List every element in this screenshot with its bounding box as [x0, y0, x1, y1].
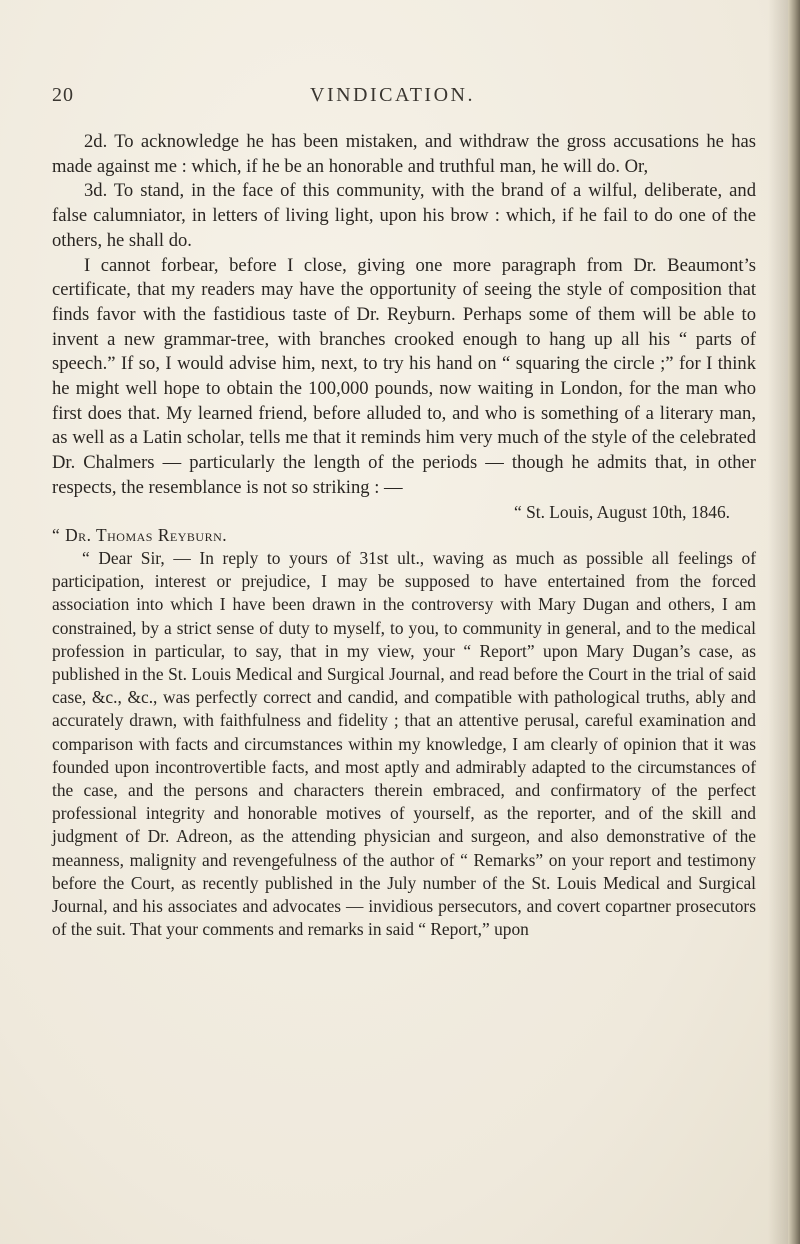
paragraph-2d: 2d. To acknowledge he has been mistaken, and withdraw the gross accusations he has made against me : which, if he be an honorable and truthful man, he will do. Or,: [52, 131, 756, 177]
running-title: VINDICATION.: [310, 84, 475, 106]
body-text: [52, 130, 756, 941]
page-header: [52, 84, 752, 114]
letter-dateline: “ St. Louis, August 10th, 1846.: [514, 501, 730, 522]
letter-body: “ Dear Sir, — In reply to yours of 31st ult., waving as much as possible all feelings of participation, interest or prejudice, I may be supposed to have entertained from the forced association into which I have been drawn in the controversy with Mary Dugan and others, I am constrained, by a strict sense of duty to myself, to you, to community in general, and to the medical profession in particular, to say, that in my view, your “ Report” upon Mary Dugan’s case, as published in the St. Louis Medical and Surgical Journal, and read before the Court in the trial of said case, &c., &c., was perfectly correct and candid, and compatible with pathological truths, ably and accurately drawn, with faithfulness and fidelity ; that an attentive perusal, careful examination and comparison with facts and circumstances within my knowledge, I am clearly of opinion that it was founded upon incontrovertible facts, and most aptly and admirably adapted to the circumstances of the case, and the persons and characters therein embraced, and confirmatory of the perfect professional integrity and honorable motives of yourself, as the reporter, and of the skill and judgment of Dr. Adreon, as the attending physician and surgeon, and also demonstrative of the meanness, malignity and revengefulness of the author of “ Remarks” on your report and testimony before the Court, as recently published in the July number of the St. Louis Medical and Surgical Journal, and his associates and advocates — invidious persecutors, and covert copartner prosecutors of the suit. That your comments and remarks in said “ Report,” upon: [52, 547, 756, 940]
paragraph-3d: 3d. To stand, in the face of this community, with the brand of a wilful, deliberate, and false calumniator, in letters of living light, upon his brow : which, if he fail to do one of the others, he shall do.: [52, 180, 756, 251]
page-edge-shadow: [788, 0, 800, 1244]
paragraph-beaumont-intro: I cannot forbear, before I close, giving one more paragraph from Dr. Beaumont’s certificate, that my readers may have the opportunity of seeing the style of composition that finds favor with the fastidious taste of Dr. Reyburn. Perhaps some of them will be able to invent a new grammar-tree, with branches crooked enough to hang up all his “ parts of speech.” If so, I would advise him, next, to try his hand on “ squaring the circle ;” for I think he might well hope to obtain the 100,000 pounds, now waiting in London, for the man who first does that. My learned friend, before alluded to, and who is something of a literary man, as well as a Latin scholar, tells me that it reminds him very much of the style of the celebrated Dr. Chalmers — particularly the length of the periods — though he admits that, in other respects, the resemblance is not so striking : —: [52, 254, 756, 498]
quoted-letter: [52, 501, 756, 942]
page-number: 20: [52, 84, 74, 106]
letter-addressee: “ Dr. Thomas Reyburn.: [52, 524, 228, 545]
